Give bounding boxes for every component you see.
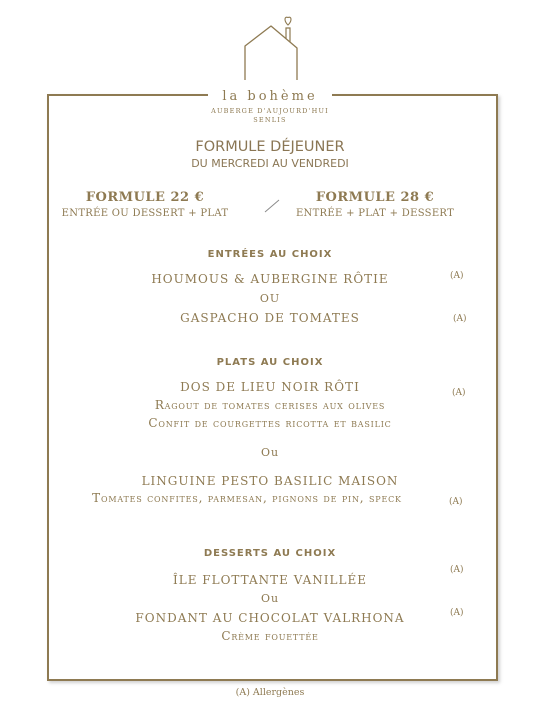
starter-gaspacho: GASPACHO DE TOMATES <box>180 311 360 325</box>
main-linguine-detail: Tomates confites, parmesan, pignons de pin, speck <box>92 491 402 505</box>
formula-28-content: ENTRÉE + PLAT + DESSERT <box>295 208 455 219</box>
starters-or: OU <box>259 292 281 305</box>
allergen-marker: (A) <box>450 608 464 618</box>
mains-heading: PLATS AU CHOIX <box>216 357 324 368</box>
allergen-legend: (A) Allergènes <box>235 687 305 698</box>
brand-name: la bohème <box>222 89 318 104</box>
dessert-fondant-detail: Crème fouettée <box>221 629 319 643</box>
dessert-ile-flottante: ÎLE FLOTTANTE VANILLÉE <box>173 573 367 587</box>
main-lieu-noir-detail-2: Confit de courgettes ricotta et basilic <box>148 416 392 430</box>
allergen-marker: (A) <box>450 271 464 281</box>
starter-houmous: HOUMOUS & AUBERGINE RÔTIE <box>151 272 389 286</box>
house-heart-icon <box>240 10 300 82</box>
lunch-days: DU MERCREDI AU VENDREDI <box>191 157 349 170</box>
brand-city: SENLIS <box>253 116 287 124</box>
allergen-marker: (A) <box>453 314 467 324</box>
desserts-or: Ou <box>260 592 280 605</box>
allergen-marker: (A) <box>452 388 466 398</box>
brand-tagline: AUBERGE D'AUJOURD'HUI <box>211 107 329 115</box>
formula-22-price: FORMULE 22 € <box>85 190 205 205</box>
desserts-heading: DESSERTS AU CHOIX <box>203 548 337 559</box>
dessert-fondant: FONDANT AU CHOCOLAT VALRHONA <box>135 611 405 625</box>
main-lieu-noir-detail-1: Ragout de tomates cerises aux olives <box>154 398 386 412</box>
main-lieu-noir: DOS DE LIEU NOIR RÔTI <box>180 380 360 394</box>
main-linguine: LINGUINE PESTO BASILIC MAISON <box>141 474 399 488</box>
formula-22-content: ENTRÉE OU DESSERT + PLAT <box>61 208 229 219</box>
lunch-title: FORMULE DÉJEUNER <box>195 139 345 155</box>
allergen-marker: (A) <box>449 497 463 507</box>
formula-28-price: FORMULE 28 € <box>315 190 435 205</box>
mains-or: Ou <box>260 446 280 459</box>
starters-heading: ENTRÉES AU CHOIX <box>207 249 333 260</box>
allergen-marker: (A) <box>450 565 464 575</box>
